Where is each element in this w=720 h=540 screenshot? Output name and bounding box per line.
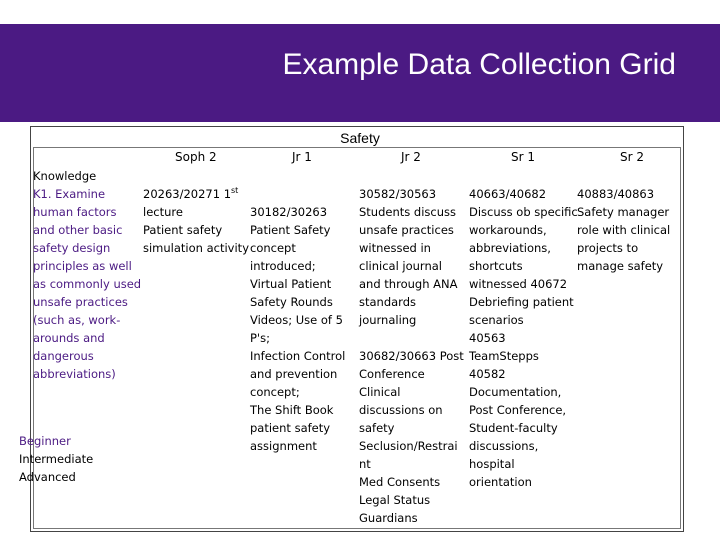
header-jr-2: Jr 2 [401, 150, 421, 164]
soph-2-line-1 [143, 185, 238, 203]
header-jr-1: Jr 1 [292, 150, 312, 164]
soph-2-content: lecture Patient safety simulation activity [143, 205, 249, 255]
level-advanced: Advanced [19, 470, 76, 484]
competency-heading: Knowledge [33, 169, 97, 183]
soph-2-superscript: st [231, 186, 239, 196]
level-intermediate: Intermediate [19, 452, 94, 466]
sr-1-content: 40663/40682 Discuss ob specific workarounds, abbreviations, shortcuts witnessed 40672 Debriefing patient scenarios 40563 TeamStepps 40582 Documentation, Post Conference, Student-faculty discussions, hospital orientation [469, 187, 578, 489]
page-title: Example Data Collection Grid [282, 48, 676, 81]
competency-k1-text: K1. Examine human factors and other basic safety design principles as well as commonly used unsafe practices (such as, work- arounds and dangerous abbreviations) [33, 187, 142, 381]
soph-2-course-numbers: 20263/20271 1 [143, 187, 232, 201]
jr-2-content: 30582/30563 Students discuss unsafe practices witnessed in clinical journal and through ANA standards journaling 30682/30663 Post Conference Clinical discussions on safety Seclusion/Restrai nt Med Consents Legal Status Guardians [359, 187, 464, 525]
jr-1-content: 30182/30263 Patient Safety concept introduced; Virtual Patient Safety Rounds Videos; Use of 5 P's; Infection Control and prevention concept; The Shift Book patient safety assignment [250, 205, 346, 453]
level-beginner: Beginner [19, 434, 71, 448]
header-sr-1: Sr 1 [511, 150, 535, 164]
header-soph-2: Soph 2 [175, 150, 217, 164]
section-title: Safety [340, 130, 380, 146]
header-sr-2: Sr 2 [620, 150, 644, 164]
sr-2-content: 40883/40863 Safety manager role with clinical projects to manage safety [577, 187, 671, 273]
